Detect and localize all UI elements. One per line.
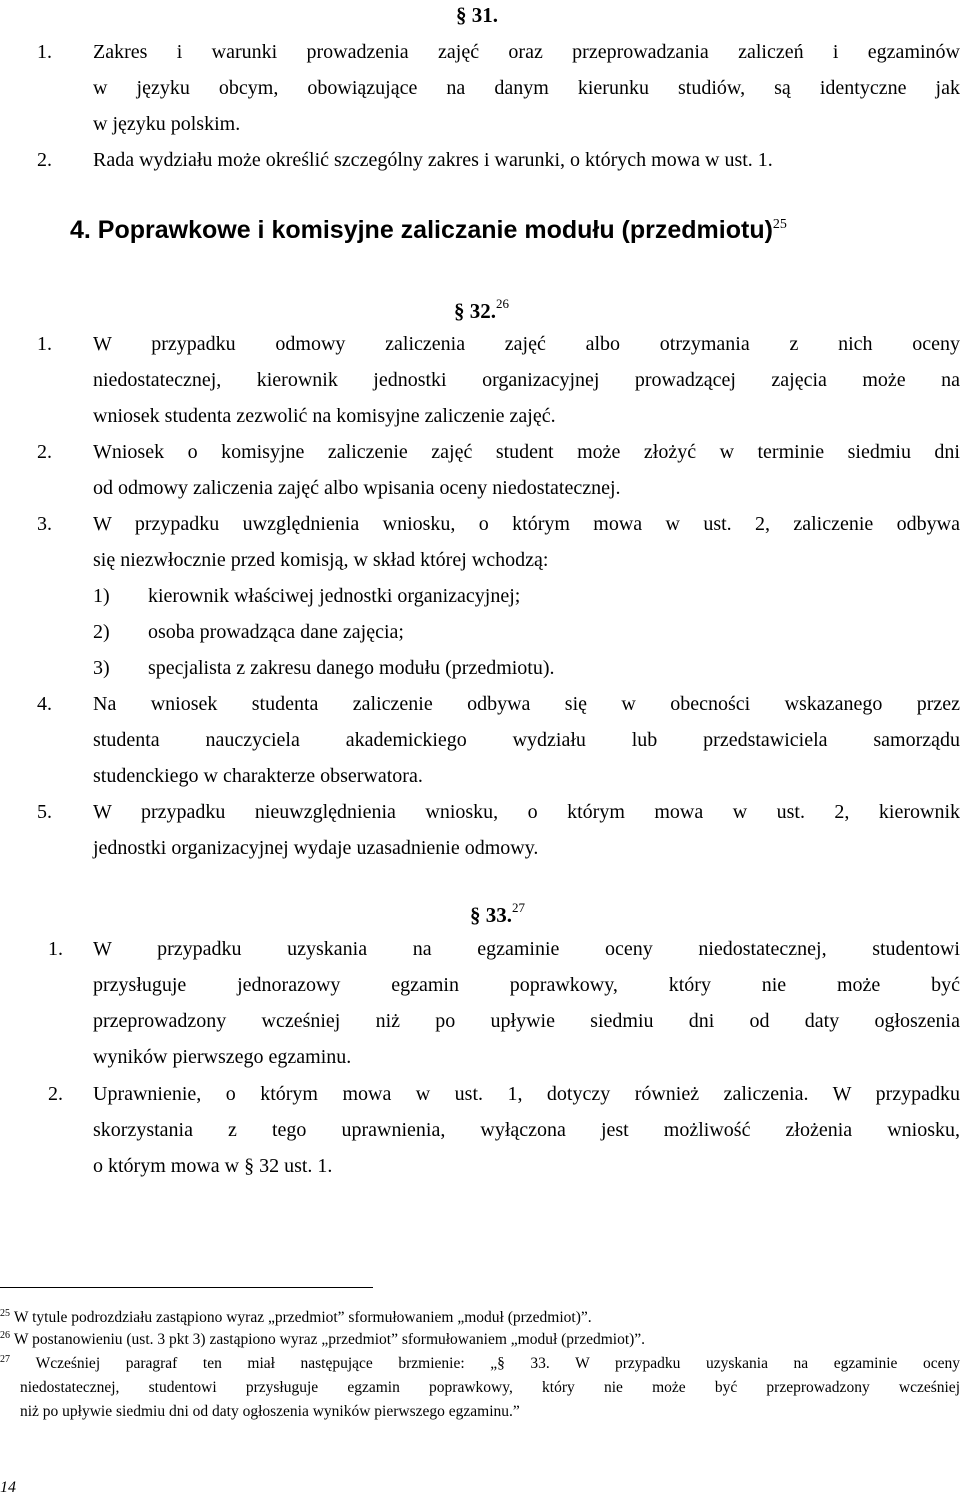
section-32-para-4 xyxy=(93,686,960,794)
text-line: skorzystania z tego uprawnienia, wyłączona jest możliwość złożenia wniosku, xyxy=(93,1119,960,1141)
text-line: Uprawnienie, o którym mowa w ust. 1, dotyczy również zaliczenia. W przypadku xyxy=(93,1083,960,1105)
text-line: od odmowy zaliczenia zajęć albo wpisania oceny niedostatecznej. xyxy=(93,477,621,499)
subitem-text: kierownik właściwej jednostki organizacyjnej; xyxy=(148,585,521,607)
section-32-para-1 xyxy=(93,326,960,362)
text-line: w języku obcym, obowiązujące na danym kierunku studiów, są identyczne jak xyxy=(93,77,960,99)
text-line: W przypadku uwzględnienia wniosku, o którym mowa w ust. 2, zaliczenie odbywa xyxy=(93,513,960,535)
section-32-label: § 32. xyxy=(454,299,496,323)
footnote-25 xyxy=(0,1306,960,1330)
chapter-heading xyxy=(70,212,787,248)
text-line: się niezwłocznie przed komisją, w skład której wchodzą: xyxy=(93,549,549,571)
text-line: studenckiego w charakterze obserwatora. xyxy=(93,765,423,787)
chapter-title: 4. Poprawkowe i komisyjne zaliczanie modułu (przedmiotu) xyxy=(70,216,773,244)
footnote-separator xyxy=(0,1287,373,1288)
footnote-number: 26 xyxy=(0,1330,10,1341)
item-number: 2. xyxy=(48,1083,63,1105)
text-line: W przypadku odmowy zaliczenia zajęć albo otrzymania z nich oceny xyxy=(93,333,960,355)
footnote-number: 25 xyxy=(0,1308,10,1319)
subitem-text: osoba prowadząca dane zajęcia; xyxy=(148,621,404,643)
subitem-number: 1) xyxy=(93,585,110,607)
item-number: 5. xyxy=(37,801,52,823)
section-31-item-2: Rada wydziału może określić szczególny zakres i warunki, o których mowa w ust. 1. xyxy=(93,149,773,171)
text-line: W przypadku nieuwzględnienia wniosku, o którym mowa w ust. 2, kierownik xyxy=(93,801,960,823)
section-33-para-2 xyxy=(93,1076,960,1184)
section-33-heading xyxy=(470,897,525,933)
item-number: 4. xyxy=(37,693,52,715)
text-line: niedostatecznej, kierownik jednostki organizacyjnej prowadzącej zajęcia może na xyxy=(93,369,960,391)
section-32-para-2 xyxy=(93,434,960,506)
footnote-line xyxy=(0,1352,960,1376)
item-number: 2. xyxy=(37,441,52,463)
text-line: studenta nauczyciela akademickiego wydziału lub przedstawiciela samorządu xyxy=(93,729,960,751)
text-line: wyników pierwszego egzaminu. xyxy=(93,1046,352,1068)
subitem-number: 2) xyxy=(93,621,110,643)
text-line: jednostki organizacyjnej wydaje uzasadnienie odmowy. xyxy=(93,837,539,859)
text-line: Wniosek o komisyjne zaliczenie zajęć student może złożyć w terminie siedmiu dni xyxy=(93,441,960,463)
item-number: 1. xyxy=(37,333,52,355)
footnote-line: niż po upływie siedmiu dni od daty ogłoszenia wyników pierwszego egzaminu.” xyxy=(20,1403,520,1420)
subitem-number: 3) xyxy=(93,657,110,679)
footnote-text: Wcześniej paragraf ten miał następujące brzmienie: „§ 33. W przypadku uzyskania na egzaminie oceny xyxy=(35,1355,960,1372)
text-line: W przypadku uzyskania na egzaminie oceny niedostatecznej, studentowi xyxy=(93,938,960,960)
footnote-text: W tytule podrozdziału zastąpiono wyraz „przedmiot” sformułowaniem „moduł (przedmiot)”. xyxy=(13,1309,592,1326)
text-line: Zakres i warunki prowadzenia zajęć oraz przeprowadzania zaliczeń i egzaminów xyxy=(93,41,960,63)
footnote-26 xyxy=(0,1328,960,1352)
section-32-para-5 xyxy=(93,794,960,866)
section-33-para-1 xyxy=(93,931,960,1075)
section-32-para-3 xyxy=(93,506,960,578)
section-32-para-1-cont xyxy=(93,362,960,434)
footnote-ref: 25 xyxy=(772,217,787,232)
page-number: 14 xyxy=(0,1479,16,1496)
footnote-line: niedostatecznej, studentowi przysługuje egzamin poprawkowy, który nie może być przeprowadzony wcześniej xyxy=(20,1379,960,1396)
text-line: Na wniosek studenta zaliczenie odbywa się w obecności wskazanego przez xyxy=(93,693,960,715)
text-line: przysługuje jednorazowy egzamin poprawkowy, który nie może być xyxy=(93,974,960,996)
text-line: wniosek studenta zezwolić na komisyjne zaliczenie zajęć. xyxy=(93,405,556,427)
footnote-ref: 27 xyxy=(512,900,525,915)
section-31-item-1 xyxy=(93,34,960,142)
section-32-heading xyxy=(454,293,509,329)
text-line: o którym mowa w § 32 ust. 1. xyxy=(93,1155,333,1177)
item-number: 1. xyxy=(48,938,63,960)
item-number: 1. xyxy=(37,41,52,63)
item-number: 2. xyxy=(37,149,52,171)
footnote-ref: 26 xyxy=(496,296,509,311)
text-line: w języku polskim. xyxy=(93,113,241,135)
text-line: przeprowadzony wcześniej niż po upływie siedmiu dni od daty ogłoszenia xyxy=(93,1010,960,1032)
section-33-label: § 33. xyxy=(470,903,512,927)
section-31-heading: § 31. xyxy=(456,3,498,27)
footnote-27 xyxy=(0,1352,960,1424)
footnote-text: W postanowieniu (ust. 3 pkt 3) zastąpiono wyraz „przedmiot” sformułowaniem „moduł (przedmiot)”. xyxy=(13,1331,646,1348)
subitem-text: specjalista z zakresu danego modułu (przedmiotu). xyxy=(148,657,555,679)
footnote-number: 27 xyxy=(0,1354,10,1365)
item-number: 3. xyxy=(37,513,52,535)
